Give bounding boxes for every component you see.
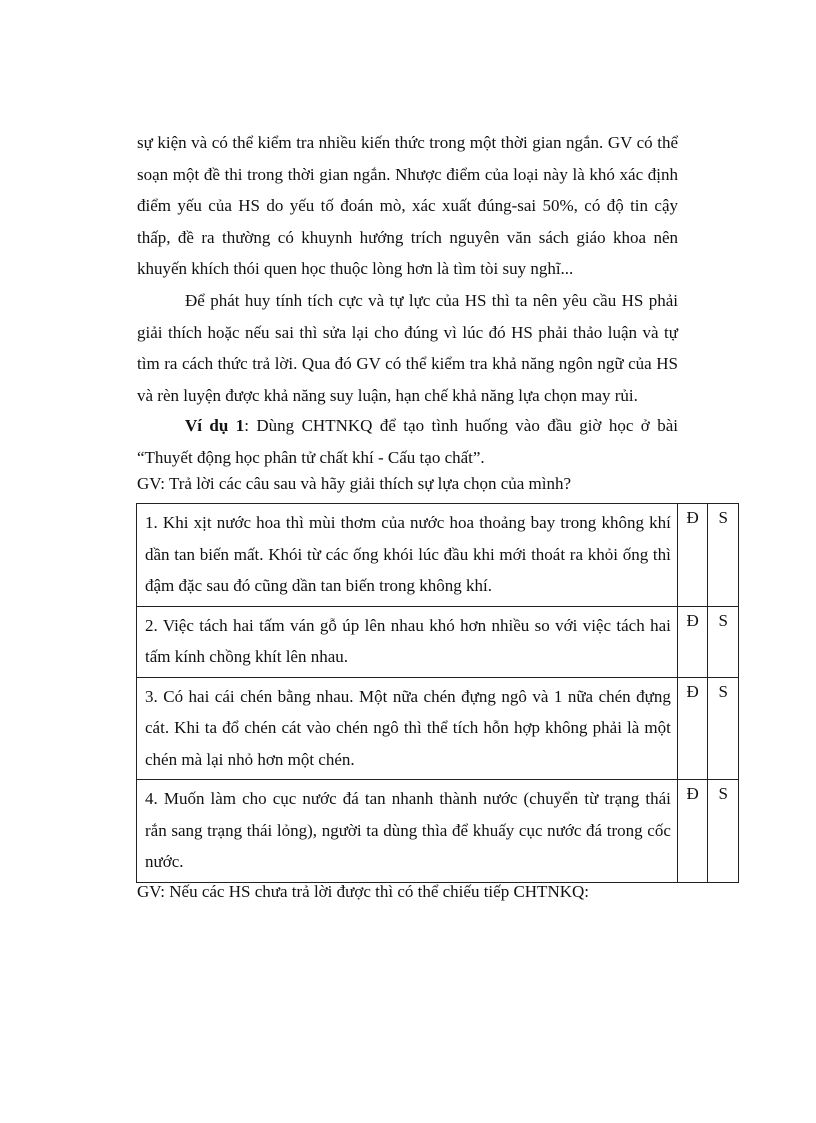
teacher-followup: GV: Nếu các HS chưa trả lời được thì có thể chiếu tiếp CHTNKQ: (137, 882, 589, 901)
question-text: 3. Có hai cái chén bằng nhau. Một nữa chén đựng ngô và 1 nữa chén đựng cát. Khi ta đổ chén cát vào chén ngô thì thể tích hỗn hợp không phải là một chén mà lại nhỏ hơn một chén. (137, 677, 678, 780)
answer-false-cell: S (708, 504, 739, 607)
answer-true-cell: Đ (677, 677, 708, 780)
example-text: : Dùng CHTNKQ để tạo tình huống vào đầu giờ học ở bài “Thuyết động học phân tử chất khí - Cấu tạo chất”. (137, 416, 678, 467)
table-row (137, 504, 739, 607)
question-text: 4. Muốn làm cho cục nước đá tan nhanh thành nước (chuyển từ trạng thái rắn sang trạng thái lỏng), người ta dùng thìa để khuấy cục nước đá trong cốc nước. (137, 780, 678, 883)
table-row (137, 677, 739, 780)
paragraph-multiple-choice-drawbacks: sự kiện và có thể kiểm tra nhiều kiến thức trong một thời gian ngắn. GV có thể soạn một đề thi trong thời gian ngắn. Nhược điểm của loại này là khó xác định điểm yếu của HS do yếu tố đoán mò, xác xuất đúng-sai 50%, có độ tin cậy thấp, đề ra thường có khuynh hướng trích nguyên văn sách giáo khoa nên khuyến khích thói quen học thuộc lòng hơn là tìm tòi suy nghĩ... (137, 133, 678, 278)
answer-false-cell: S (708, 780, 739, 883)
example-label: Ví dụ 1 (185, 416, 245, 435)
paragraph-example-1 (137, 410, 678, 473)
answer-true-cell: Đ (677, 780, 708, 883)
question-text: 2. Việc tách hai tấm ván gỗ úp lên nhau khó hơn nhiều so với việc tách hai tấm kính chồng khít lên nhau. (137, 606, 678, 677)
true-false-table (136, 503, 739, 883)
table-row (137, 606, 739, 677)
answer-false-cell: S (708, 606, 739, 677)
teacher-prompt: GV: Trả lời các câu sau và hãy giải thích sự lựa chọn của mình? (137, 474, 572, 493)
answer-true-cell: Đ (677, 606, 708, 677)
answer-true-cell: Đ (677, 504, 708, 607)
question-text: 1. Khi xịt nước hoa thì mùi thơm của nước hoa thoảng bay trong không khí dần tan biến mất. Khói từ các ống khói lúc đầu khi mới thoát ra khỏi ống thì đậm đặc sau đó cũng dần tan biến trong không khí. (137, 504, 678, 607)
answer-false-cell: S (708, 677, 739, 780)
paragraph-active-learning: Để phát huy tính tích cực và tự lực của HS thì ta nên yêu cầu HS phải giải thích hoặc nếu sai thì sửa lại cho đúng vì lúc đó HS phải thảo luận và tự tìm ra cách thức trả lời. Qua đó GV có thể kiểm tra khả năng ngôn ngữ của HS và rèn luyện được khả năng suy luận, hạn chế khả năng lựa chọn may rủi. (137, 291, 678, 405)
table-row (137, 780, 739, 883)
